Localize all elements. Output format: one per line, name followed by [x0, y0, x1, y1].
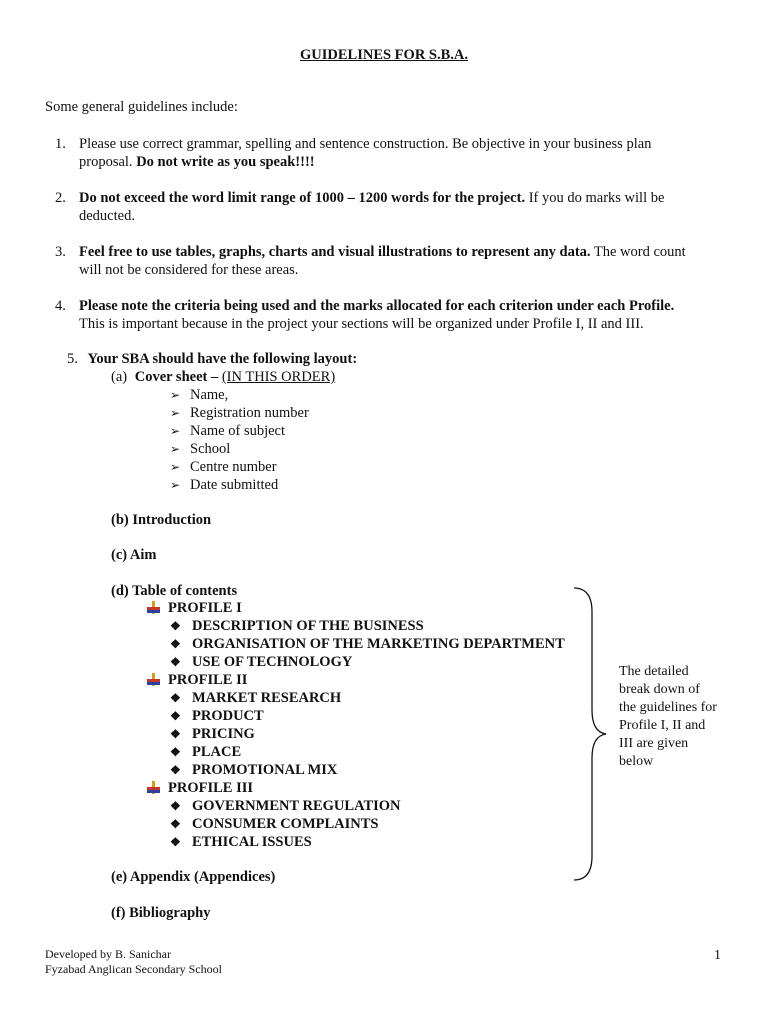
cover-sheet-label: Cover sheet – [134, 369, 222, 385]
arrow-bullet-icon: ➢ [170, 406, 181, 420]
guideline-item-1 [55, 135, 715, 171]
section-introduction: (b) Introduction [111, 512, 212, 528]
toc-item: ❖ MARKET RESEARCH [170, 690, 342, 706]
list-item: ➢ Name of subject [170, 423, 286, 439]
section-appendix: (e) Appendix (Appendices) [111, 869, 276, 885]
diamond-bullet-icon: ❖ [170, 835, 181, 849]
footer-school: Fyzabad Anglican Secondary School [45, 962, 222, 976]
diamond-bullet-icon: ❖ [170, 727, 181, 741]
item-emphasis: Do not write as you speak!!!! [136, 154, 315, 170]
diamond-bullet-icon: ❖ [170, 763, 181, 777]
footer-author: Developed by B. Sanichar [45, 947, 171, 961]
diamond-bullet-icon: ❖ [170, 745, 181, 759]
diamond-bullet-icon: ❖ [170, 637, 181, 651]
section-prefix: (a) [111, 369, 128, 385]
flag-icon [147, 781, 161, 794]
flag-icon [147, 673, 161, 686]
toc-item: ❖ CONSUMER COMPLAINTS [170, 816, 379, 832]
diamond-bullet-icon: ❖ [170, 655, 181, 669]
curly-brace [570, 586, 610, 882]
toc-item: ❖ PROMOTIONAL MIX [170, 762, 338, 778]
side-note: The detailed break down of the guidelines for Profile I, II and III are given below [619, 664, 717, 769]
toc-item: ❖ ETHICAL ISSUES [170, 834, 312, 850]
toc-item: ❖ DESCRIPTION OF THE BUSINESS [170, 618, 424, 634]
guideline-item-4 [55, 297, 715, 333]
item-emphasis: Please note the criteria being used and the marks allocated for each criterion under each Profile. [79, 298, 675, 314]
item-text: will not be considered for these areas. [79, 262, 299, 278]
list-item: ➢ Date submitted [170, 477, 279, 493]
intro-text: Some general guidelines include: [45, 99, 238, 115]
toc-item: ❖ PRODUCT [170, 708, 264, 724]
item-text: This is important because in the project your sections will be organized under Profile I, II and III. [79, 316, 644, 332]
toc-item: ❖ PRICING [170, 726, 255, 742]
item-emphasis: Do not exceed the word limit range of 1000 – 1200 words for the project. [79, 190, 526, 206]
page-title: GUIDELINES FOR S.B.A. [300, 47, 468, 63]
arrow-bullet-icon: ➢ [170, 424, 181, 438]
footer [45, 947, 222, 977]
item-text: deducted. [79, 208, 135, 224]
item-emphasis: Feel free to use tables, graphs, charts and visual illustrations to represent any data. [79, 244, 591, 260]
page-number: 1 [714, 948, 721, 963]
flag-icon [147, 601, 161, 614]
list-item: ➢ Centre number [170, 459, 277, 475]
diamond-bullet-icon: ❖ [170, 817, 181, 831]
item-text: proposal. [79, 154, 137, 170]
cover-sheet-list [170, 386, 309, 494]
item-text: If you do marks will be [525, 190, 665, 206]
guideline-item-5 [67, 350, 357, 368]
guideline-item-3 [55, 243, 715, 279]
toc-list [147, 599, 565, 851]
list-item: ➢ School [170, 441, 231, 457]
diamond-bullet-icon: ❖ [170, 709, 181, 723]
arrow-bullet-icon: ➢ [170, 388, 181, 402]
section-table-of-contents: (d) Table of contents [111, 583, 238, 599]
arrow-bullet-icon: ➢ [170, 478, 181, 492]
arrow-bullet-icon: ➢ [170, 460, 181, 474]
section-aim: (c) Aim [111, 547, 157, 563]
item-number: 4. [55, 298, 66, 314]
item-number: 2. [55, 190, 66, 206]
item-number: 3. [55, 244, 66, 260]
arrow-bullet-icon: ➢ [170, 442, 181, 456]
toc-item: ❖ PLACE [170, 744, 242, 760]
item-text: The word count [590, 244, 686, 260]
item-number: 5. [67, 351, 78, 367]
section-bibliography: (f) Bibliography [111, 905, 211, 921]
list-item: ➢ Registration number [170, 405, 309, 421]
diamond-bullet-icon: ❖ [170, 691, 181, 705]
toc-profile: PROFILE I [147, 599, 565, 617]
toc-profile: PROFILE III [147, 779, 565, 797]
item-emphasis: Your SBA should have the following layout: [87, 351, 358, 367]
guideline-item-2 [55, 189, 715, 225]
item-number: 1. [55, 136, 66, 152]
toc-profile: PROFILE II [147, 671, 565, 689]
diamond-bullet-icon: ❖ [170, 619, 181, 633]
toc-item: ❖ GOVERNMENT REGULATION [170, 798, 401, 814]
diamond-bullet-icon: ❖ [170, 799, 181, 813]
item-text: Please use correct grammar, spelling and sentence construction. Be objective in your business plan [79, 136, 652, 152]
toc-item: ❖ ORGANISATION OF THE MARKETING DEPARTMENT [170, 636, 565, 652]
cover-sheet-order: (IN THIS ORDER) [221, 369, 336, 385]
toc-item: ❖ USE OF TECHNOLOGY [170, 654, 353, 670]
cover-sheet-heading [111, 368, 335, 386]
list-item: ➢ Name, [170, 387, 229, 403]
